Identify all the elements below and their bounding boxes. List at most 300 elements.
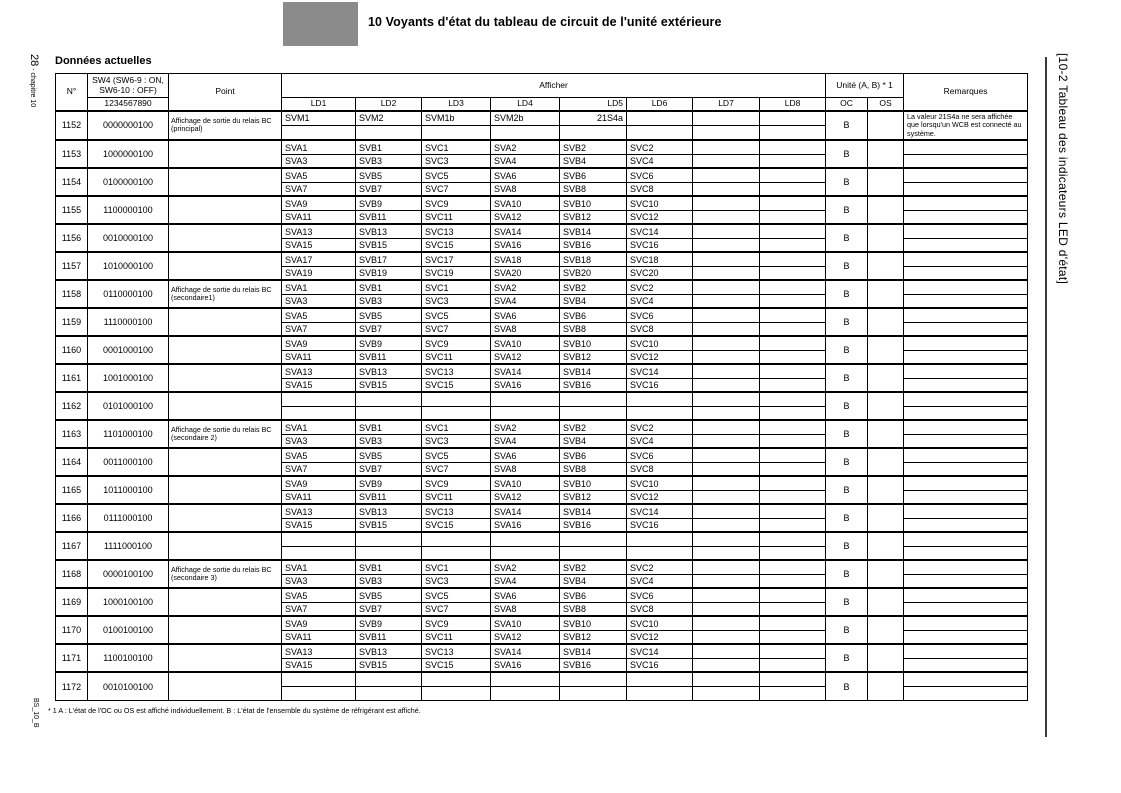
cell-oc: B [826,196,868,224]
cell-remark [904,672,1028,686]
cell-ld [693,378,760,392]
cell-ld: SVM2b [491,111,560,126]
table-row [56,224,1028,238]
cell-point [169,672,282,700]
cell-ld: SVB10 [560,336,627,350]
cell-ld [560,406,627,420]
cell-ld: SVA10 [491,196,560,210]
table-row [56,672,1028,686]
cell-ld [282,406,356,420]
cell-remark [904,364,1028,378]
cell-ld [760,182,826,196]
cell-ld [760,602,826,616]
cell-ld [282,392,356,406]
cell-ld: SVB11 [356,210,422,224]
cell-sw4: 0001000100 [88,336,169,364]
cell-ld: SVB2 [560,420,627,434]
cell-ld: SVC14 [627,504,693,518]
cell-ld: SVA16 [491,518,560,532]
table-row [56,308,1028,322]
cell-ld: SVA7 [282,462,356,476]
cell-ld: SVA17 [282,252,356,266]
cell-ld [693,125,760,140]
cell-ld [760,350,826,364]
table-row [56,644,1028,658]
cell-ld [422,686,491,700]
cell-ld: SVB1 [356,560,422,574]
cell-ld [760,532,826,546]
cell-no: 1169 [56,588,88,616]
cell-ld: SVB20 [560,266,627,280]
table-row [56,392,1028,406]
cell-ld [693,630,760,644]
cell-remark [904,462,1028,476]
cell-ld: SVC10 [627,336,693,350]
cell-ld: SVM2 [356,111,422,126]
cell-ld: SVB12 [560,490,627,504]
cell-ld [282,686,356,700]
cell-point [169,196,282,224]
cell-ld: SVC4 [627,434,693,448]
cell-sw4: 1000000100 [88,140,169,168]
cell-ld: SVA8 [491,182,560,196]
cell-point [169,476,282,504]
cell-ld [491,686,560,700]
cell-point [169,448,282,476]
cell-sw4: 1100100100 [88,644,169,672]
cell-ld [760,125,826,140]
cell-ld [627,111,693,126]
cell-ld: SVB6 [560,448,627,462]
cell-remark [904,588,1028,602]
cell-ld: SVC9 [422,336,491,350]
cell-ld [760,266,826,280]
cell-ld [560,672,627,686]
cell-remark [904,518,1028,532]
cell-ld: SVB15 [356,658,422,672]
sw4-line2: SW6-10 : OFF) [99,84,157,95]
cell-ld: SVB6 [560,588,627,602]
cell-ld: SVC10 [627,616,693,630]
cell-ld: SVA3 [282,154,356,168]
cell-ld: SVB8 [560,462,627,476]
cell-os [868,560,904,588]
cell-ld [627,125,693,140]
cell-sw4: 1100000100 [88,196,169,224]
led-status-table [55,73,1028,701]
cell-ld: SVA12 [491,350,560,364]
cell-ld: 21S4a [560,111,627,126]
cell-ld: SVC14 [627,364,693,378]
cell-ld: SVC13 [422,504,491,518]
cell-ld: SVC15 [422,238,491,252]
cell-ld: SVA16 [491,238,560,252]
cell-ld [560,686,627,700]
cell-ld [422,672,491,686]
point-line: Affichage de sortie du relais BC [171,424,272,434]
cell-ld: SVA6 [491,588,560,602]
cell-oc: B [826,224,868,252]
cell-ld: SVM1b [422,111,491,126]
cell-remark [904,490,1028,504]
cell-ld: SVB18 [560,252,627,266]
cell-ld: SVA9 [282,336,356,350]
cell-remark [904,560,1028,574]
cell-ld: SVB12 [560,210,627,224]
cell-ld: SVC6 [627,448,693,462]
cell-ld: SVB5 [356,308,422,322]
cell-ld: SVA10 [491,476,560,490]
cell-ld: SVC5 [422,588,491,602]
cell-remark [904,252,1028,266]
cell-no: 1160 [56,336,88,364]
table-row [56,616,1028,630]
cell-remark [904,210,1028,224]
cell-ld [693,616,760,630]
cell-ld: SVA7 [282,602,356,616]
cell-remark [904,238,1028,252]
cell-ld: SVA11 [282,630,356,644]
cell-ld: SVC17 [422,252,491,266]
cell-remark [904,280,1028,294]
cell-ld: SVB3 [356,154,422,168]
cell-ld: SVA4 [491,574,560,588]
cell-ld [693,532,760,546]
cell-remark [904,686,1028,700]
cell-ld: SVC4 [627,294,693,308]
cell-ld [491,532,560,546]
cell-ld [693,392,760,406]
cell-ld: SVB3 [356,294,422,308]
cell-remark [904,308,1028,322]
cell-ld: SVA8 [491,602,560,616]
cell-ld [356,546,422,560]
cell-oc: B [826,392,868,420]
cell-oc: B [826,140,868,168]
cell-remark [904,224,1028,238]
cell-remark [904,602,1028,616]
cell-ld: SVB7 [356,602,422,616]
cell-os [868,252,904,280]
cell-ld [760,322,826,336]
cell-ld: SVA14 [491,364,560,378]
table-row [56,560,1028,574]
cell-no: 1152 [56,111,88,141]
point-line: (secondaire 2) [171,433,217,443]
cell-ld: SVC11 [422,490,491,504]
cell-point [169,588,282,616]
cell-remark [904,322,1028,336]
cell-remark [904,140,1028,154]
cell-sw4: 0000100100 [88,560,169,588]
cell-ld: SVC9 [422,476,491,490]
cell-ld [491,392,560,406]
cell-ld: SVB7 [356,462,422,476]
cell-remark [904,168,1028,182]
cell-ld: SVA12 [491,490,560,504]
cell-ld [693,434,760,448]
cell-ld: SVB16 [560,238,627,252]
cell-ld: SVC14 [627,644,693,658]
cell-oc: B [826,448,868,476]
cell-os [868,196,904,224]
cell-ld: SVA4 [491,154,560,168]
cell-ld: SVC8 [627,322,693,336]
cell-ld [760,308,826,322]
cell-ld: SVA15 [282,518,356,532]
cell-oc: B [826,420,868,448]
cell-ld: SVC20 [627,266,693,280]
col-header-os: OS [868,98,904,111]
cell-ld: SVC5 [422,448,491,462]
cell-ld: SVA4 [491,434,560,448]
cell-ld [560,125,627,140]
cell-ld: SVA15 [282,238,356,252]
point-line: (secondaire1) [171,293,215,303]
cell-no: 1168 [56,560,88,588]
cell-oc: B [826,280,868,308]
cell-ld: SVB11 [356,350,422,364]
cell-ld [693,294,760,308]
cell-ld: SVC6 [627,308,693,322]
cell-ld: SVA1 [282,420,356,434]
cell-ld: SVC9 [422,196,491,210]
cell-remark [904,420,1028,434]
left-margin-text [28,54,40,107]
cell-ld: SVA16 [491,658,560,672]
table-row [56,364,1028,378]
cell-ld [693,448,760,462]
cell-ld [693,168,760,182]
cell-ld: SVA1 [282,280,356,294]
cell-ld: SVA14 [491,224,560,238]
cell-ld: SVA2 [491,280,560,294]
cell-sw4: 1101000100 [88,420,169,448]
page-number: 28 [28,54,40,67]
cell-ld [760,518,826,532]
cell-remark [904,532,1028,546]
cell-ld [693,252,760,266]
cell-point [169,532,282,560]
cell-ld: SVA12 [491,210,560,224]
table-row [56,336,1028,350]
col-header-sw4 [88,74,169,98]
cell-oc: B [826,616,868,644]
cell-ld: SVB4 [560,294,627,308]
cell-ld: SVB12 [560,630,627,644]
cell-ld: SVA14 [491,504,560,518]
cell-ld [760,168,826,182]
doc-code: BS_10_B [32,698,39,728]
cell-point [169,560,282,588]
cell-ld [627,392,693,406]
section-tab: [10-2 Tableau des indicateurs LED d'état] [1056,53,1070,285]
col-header-ld2: LD2 [356,98,422,111]
cell-ld: SVA13 [282,504,356,518]
cell-ld [282,546,356,560]
led-status-table-wrap [55,73,1028,701]
cell-os [868,644,904,672]
cell-ld [693,490,760,504]
cell-ld [693,672,760,686]
cell-ld: SVB8 [560,322,627,336]
cell-ld: SVB13 [356,644,422,658]
cell-ld [693,364,760,378]
cell-ld: SVB6 [560,168,627,182]
cell-ld [693,420,760,434]
cell-point [169,140,282,168]
cell-ld [760,111,826,126]
cell-ld: SVC12 [627,630,693,644]
cell-ld: SVB1 [356,420,422,434]
cell-no: 1154 [56,168,88,196]
cell-ld: SVC8 [627,462,693,476]
cell-ld: SVB13 [356,364,422,378]
cell-no: 1161 [56,364,88,392]
cell-ld: SVB9 [356,196,422,210]
cell-ld [760,378,826,392]
cell-ld: SVA10 [491,616,560,630]
cell-ld [760,336,826,350]
cell-point [169,111,282,141]
cell-ld [693,322,760,336]
cell-ld: SVA3 [282,434,356,448]
cell-ld: SVC3 [422,294,491,308]
cell-os [868,532,904,560]
cell-ld: SVB14 [560,224,627,238]
table-row [56,252,1028,266]
cell-ld: SVB8 [560,182,627,196]
cell-remark: La valeur 21S4a ne sera affichée que lorsqu'un WCB est connecté au système. [904,111,1028,141]
col-header-point: Point [169,74,282,111]
cell-point [169,308,282,336]
cell-ld: SVC6 [627,168,693,182]
cell-remark [904,546,1028,560]
sidebar-rule [1045,57,1047,737]
cell-ld: SVC10 [627,476,693,490]
cell-oc: B [826,111,868,141]
cell-ld [422,392,491,406]
cell-point [169,392,282,420]
cell-ld: SVB5 [356,168,422,182]
cell-ld: SVA2 [491,560,560,574]
cell-sw4: 0011000100 [88,448,169,476]
cell-ld: SVA1 [282,140,356,154]
cell-ld [356,125,422,140]
cell-remark [904,644,1028,658]
cell-ld: SVC12 [627,490,693,504]
cell-ld [422,125,491,140]
cell-oc: B [826,336,868,364]
cell-sw4: 0101000100 [88,392,169,420]
cell-os [868,392,904,420]
cell-ld: SVC1 [422,560,491,574]
cell-ld [422,546,491,560]
cell-ld [282,532,356,546]
cell-ld: SVC16 [627,238,693,252]
cell-remark [904,294,1028,308]
cell-ld: SVA11 [282,210,356,224]
cell-ld: SVC4 [627,154,693,168]
cell-sw4: 0110000100 [88,280,169,308]
cell-ld [356,392,422,406]
table-row [56,280,1028,294]
cell-os [868,280,904,308]
cell-sw4: 0010100100 [88,672,169,700]
cell-ld: SVC19 [422,266,491,280]
cell-remark [904,616,1028,630]
col-header-afficher: Afficher [282,74,826,98]
cell-sw4: 1011000100 [88,476,169,504]
cell-ld: SVC1 [422,420,491,434]
cell-os [868,140,904,168]
cell-ld [760,686,826,700]
cell-remark [904,154,1028,168]
cell-sw4: 1000100100 [88,588,169,616]
cell-ld [693,210,760,224]
cell-oc: B [826,168,868,196]
cell-ld: SVC10 [627,196,693,210]
cell-ld: SVB6 [560,308,627,322]
cell-ld: SVB10 [560,616,627,630]
cell-sw4: 1110000100 [88,308,169,336]
footnote: * 1 A : L'état de l'OC ou OS est affiché individuellement. B : L'état de l'ensemble du système de réfrigérant est affiché. [48,706,421,715]
cell-ld: SVB14 [560,644,627,658]
cell-oc: B [826,504,868,532]
header-box [283,2,358,46]
cell-ld: SVA4 [491,294,560,308]
cell-ld [491,406,560,420]
cell-ld: SVB16 [560,518,627,532]
cell-ld: SVA7 [282,322,356,336]
point-line: Affichage de sortie du relais BC [171,115,272,125]
col-header-no: N° [56,74,88,111]
table-row [56,504,1028,518]
cell-ld: SVB7 [356,182,422,196]
cell-ld [560,392,627,406]
cell-ld [760,238,826,252]
cell-ld: SVC4 [627,574,693,588]
cell-ld [760,140,826,154]
cell-point [169,168,282,196]
cell-ld: SVB3 [356,434,422,448]
point-line: (secondaire 3) [171,573,217,583]
cell-os [868,111,904,141]
cell-ld: SVC6 [627,588,693,602]
cell-ld: SVC2 [627,420,693,434]
cell-ld: SVA9 [282,616,356,630]
cell-no: 1158 [56,280,88,308]
cell-ld: SVA3 [282,294,356,308]
cell-ld: SVC7 [422,602,491,616]
cell-ld: SVB10 [560,196,627,210]
col-header-remarques: Remarques [904,74,1028,111]
cell-ld [693,504,760,518]
cell-ld: SVC16 [627,518,693,532]
cell-sw4: 1001000100 [88,364,169,392]
cell-no: 1164 [56,448,88,476]
cell-point [169,616,282,644]
cell-ld [422,532,491,546]
cell-ld: SVB19 [356,266,422,280]
cell-no: 1156 [56,224,88,252]
cell-ld [693,476,760,490]
cell-ld [422,406,491,420]
cell-oc: B [826,252,868,280]
cell-remark [904,182,1028,196]
cell-sw4: 1010000100 [88,252,169,280]
cell-point [169,364,282,392]
